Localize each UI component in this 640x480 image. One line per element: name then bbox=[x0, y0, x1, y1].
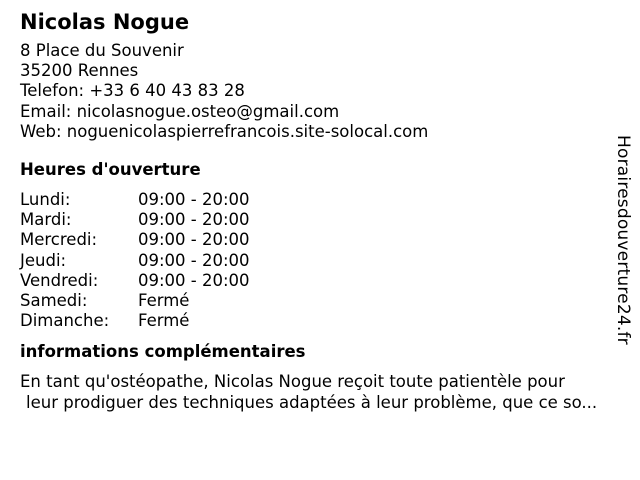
hours-table bbox=[20, 190, 620, 331]
phone-line: Telefon: +33 6 40 43 83 28 bbox=[20, 81, 245, 101]
hours-day: Vendredi: bbox=[20, 270, 99, 290]
hours-time: Fermé bbox=[138, 290, 190, 310]
hours-row-friday bbox=[20, 271, 620, 291]
hours-row-saturday bbox=[20, 291, 620, 311]
hours-day: Samedi: bbox=[20, 290, 88, 310]
info-line-2: leur prodiguer des techniques adaptées à leur problème, que ce so... bbox=[26, 392, 598, 412]
hours-row-monday bbox=[20, 190, 620, 210]
hours-heading: Heures d'ouverture bbox=[20, 160, 201, 180]
hours-row-thursday bbox=[20, 251, 620, 271]
hours-time: 09:00 - 20:00 bbox=[138, 250, 250, 270]
info-heading: informations complémentaires bbox=[20, 342, 306, 362]
hours-time: 09:00 - 20:00 bbox=[138, 190, 250, 210]
hours-day: Jeudi: bbox=[20, 250, 67, 270]
business-card bbox=[20, 9, 620, 413]
business-name: Nicolas Nogue bbox=[20, 10, 190, 34]
hours-time: 09:00 - 20:00 bbox=[138, 230, 250, 250]
info-line-1: En tant qu'ostéopathe, Nicolas Nogue reçoit toute patientèle pour bbox=[20, 372, 565, 392]
hours-time: 09:00 - 20:00 bbox=[138, 270, 250, 290]
web-line: Web: noguenicolaspierrefrancois.site-solocal.com bbox=[20, 121, 429, 141]
hours-day: Lundi: bbox=[20, 190, 71, 210]
hours-day: Dimanche: bbox=[20, 311, 110, 331]
hours-row-wednesday bbox=[20, 230, 620, 250]
hours-row-sunday bbox=[20, 311, 620, 331]
site-watermark: Horairesdouverture24.fr bbox=[613, 135, 633, 345]
hours-row-tuesday bbox=[20, 210, 620, 230]
hours-day: Mardi: bbox=[20, 210, 72, 230]
address-street: 8 Place du Souvenir bbox=[20, 41, 184, 60]
info-description bbox=[20, 372, 620, 413]
hours-day: Mercredi: bbox=[20, 230, 98, 250]
email-line: Email: nicolasnogue.osteo@gmail.com bbox=[20, 101, 340, 121]
hours-time: 09:00 - 20:00 bbox=[138, 210, 250, 230]
contact-block bbox=[20, 41, 620, 142]
address-city: 35200 Rennes bbox=[20, 61, 139, 81]
hours-time: Fermé bbox=[138, 311, 190, 331]
